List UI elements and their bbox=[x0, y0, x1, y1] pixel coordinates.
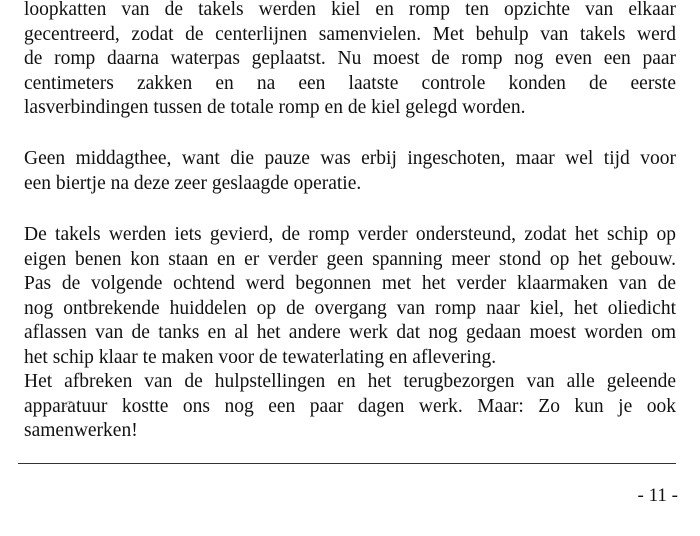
text-line: loopkatten van de takels werden kiel en romp ten opzichte van elkaar bbox=[24, 0, 676, 20]
paragraph-1 bbox=[24, 0, 676, 121]
paragraph-2 bbox=[24, 147, 676, 196]
page-number: - 11 - bbox=[637, 485, 678, 506]
text-line: Geen middagthee, want die pauze was erbij ingeschoten, maar wel tijd voor bbox=[24, 148, 676, 169]
text-line: het schip klaar te maken voor de tewaterlating en aflevering. bbox=[24, 346, 497, 368]
text-line: apparatuur kostte ons nog een paar dagen werk. Maar: Zo kun je ook bbox=[24, 395, 676, 417]
pencil-scribble-mark bbox=[62, 398, 76, 412]
text-line: gecentreerd, zodat de centerlijnen samenvielen. Met behulp van takels werd bbox=[24, 23, 676, 45]
text-line: Pas de volgende ochtend werd begonnen met het verder klaarmaken van de bbox=[24, 273, 676, 294]
text-line: nog ontbrekende huiddelen op de overgang van romp naar kiel, het oliedicht bbox=[24, 297, 676, 319]
text-line: een biertje na deze zeer geslaagde operatie. bbox=[24, 172, 362, 194]
paragraph-3 bbox=[24, 223, 676, 444]
text-line: Het afbreken van de hulpstellingen en het terugbezorgen van alle geleende bbox=[24, 371, 676, 392]
text-line: centimeters zakken en na een laatste controle konden de eerste bbox=[24, 72, 676, 94]
text-line: De takels werden iets gevierd, de romp verder ondersteund, zodat het schip op bbox=[24, 224, 676, 245]
footer-divider bbox=[18, 463, 676, 464]
text-line: aflassen van de tanks en al het andere werk dat nog gedaan moest worden om bbox=[24, 322, 676, 343]
text-line: lasverbindingen tussen de totale romp en de kiel gelegd worden. bbox=[24, 97, 526, 118]
text-line: eigen benen kon staan en er verder geen spanning meer stond op het gebouw. bbox=[24, 248, 676, 270]
text-line: samenwerken! bbox=[24, 420, 138, 441]
text-line: de romp daarna waterpas geplaatst. Nu moest de romp nog even een paar bbox=[24, 48, 676, 69]
